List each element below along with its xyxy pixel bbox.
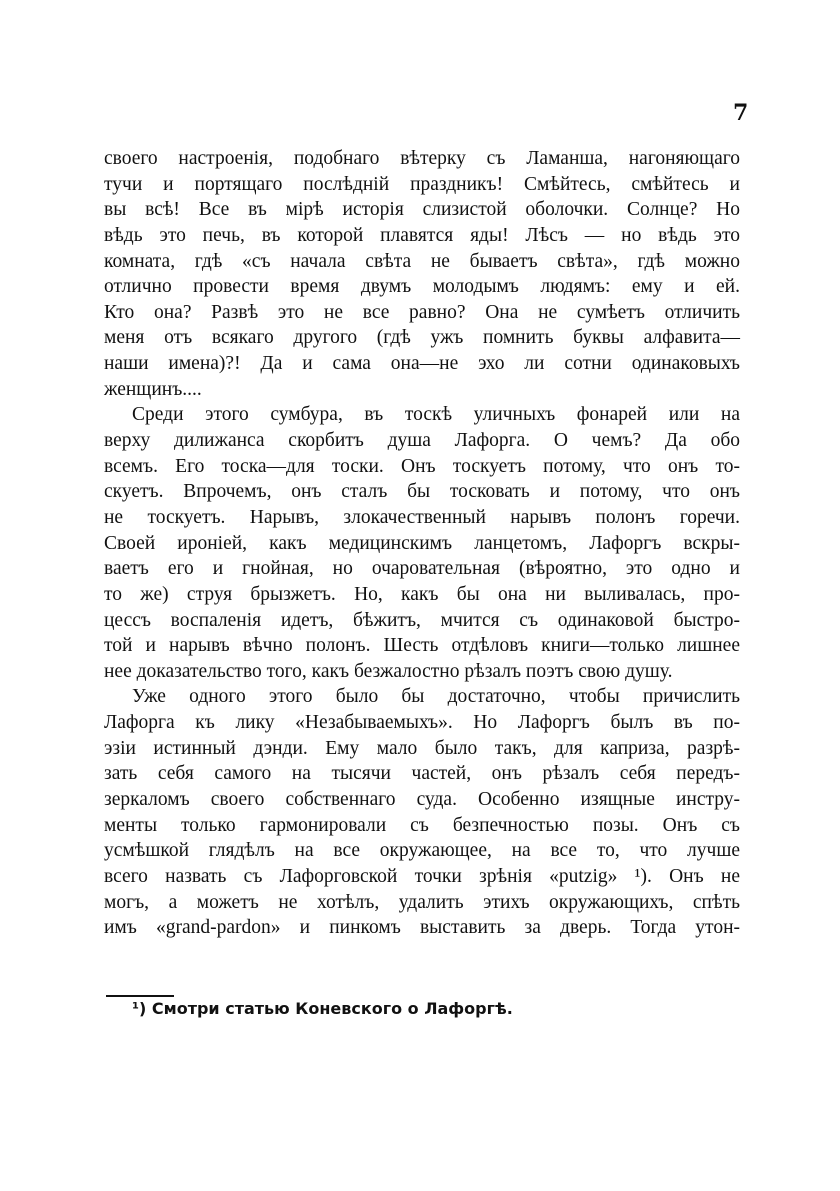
text-line: вѣдь это печь, въ которой плавятся яды! Лѣсъ — но вѣдь это bbox=[104, 224, 740, 246]
text-line: скуетъ. Впрочемъ, онъ сталъ бы тосковать и потому, что онъ bbox=[104, 481, 740, 503]
text-line: вы всѣ! Все въ мірѣ исторія слизистой оболочки. Солнце? Но bbox=[104, 199, 740, 221]
text-line: зать себя самого на тысячи частей, онъ рѣзалъ себя передъ- bbox=[104, 763, 740, 785]
text-line: то же) струя брызжетъ. Но, какъ бы она ни выливалась, про- bbox=[104, 583, 740, 605]
text-line: отлично провести время двумъ молодымъ людямъ: ему и ей. bbox=[104, 276, 740, 298]
text-line: своего настроенія, подобнаго вѣтерку съ Ламанша, нагоняющаго bbox=[104, 148, 740, 169]
text-line: Кто она? Развѣ это не все равно? Она не сумѣетъ отличить bbox=[104, 301, 740, 323]
text-line: имъ «grand-pardon» и пинкомъ выставить за дверь. Тогда утон- bbox=[104, 917, 740, 939]
text-line: всего назвать съ Лафорговской точки зрѣнія «putzig» ¹). Онъ не bbox=[104, 865, 740, 887]
text-line: эзіи истинный дэнди. Ему мало было такъ, для каприза, разрѣ- bbox=[104, 737, 740, 759]
page-number: 7 bbox=[733, 100, 749, 126]
text-line: нее доказательство того, какъ безжалостно рѣзалъ поэтъ свою душу. bbox=[104, 660, 673, 682]
text-line: тучи и портящаго послѣдній праздникъ! Смѣйтесь, смѣйтесь и bbox=[104, 173, 740, 195]
text-line: ваетъ его и гнойная, но очаровательная (вѣроятно, это одно и bbox=[104, 558, 740, 580]
text-line: зеркаломъ своего собственнаго суда. Особенно изящные инстру- bbox=[104, 789, 740, 811]
text-line: Уже одного этого было бы достаточно, чтобы причислить bbox=[132, 686, 740, 708]
text-line: Среди этого сумбура, въ тоскѣ уличныхъ фонарей или на bbox=[132, 404, 740, 426]
text-line: не тоскуетъ. Нарывъ, злокачественный нарывъ полонъ горечи. bbox=[104, 506, 740, 528]
text-line: всемъ. Его тоска—для тоски. Онъ тоскуетъ потому, что онъ то- bbox=[104, 455, 740, 477]
text-line: меня отъ всякаго другого (гдѣ ужъ помнить буквы алфавита— bbox=[104, 327, 740, 349]
text-line: наши имена)?! Да и сама она—не эхо ли сотни одинаковыхъ bbox=[104, 353, 740, 375]
text-line: усмѣшкой глядѣлъ на все окружающее, на все то, что лучше bbox=[104, 840, 740, 862]
text-line: Лафорга къ лику «Незабываемыхъ». Но Лафоргъ былъ въ по- bbox=[104, 712, 740, 734]
text-line: могъ, а можетъ не хотѣлъ, удалить этихъ окружающихъ, спѣть bbox=[104, 891, 740, 913]
footnote: ¹) Смотри статью Коневского о Лафоргѣ. bbox=[132, 999, 513, 1018]
text-line: комната, гдѣ «съ начала свѣта не бываетъ свѣта», гдѣ можно bbox=[104, 250, 740, 272]
text-line: женщинъ.... bbox=[104, 378, 202, 400]
text-line: той и нарывъ вѣчно полонъ. Шесть отдѣловъ книги—только лишнее bbox=[104, 635, 740, 657]
text-line: Своей ироніей, какъ медицинскимъ ланцетомъ, Лафоргъ вскры- bbox=[104, 532, 740, 554]
body-text bbox=[104, 146, 740, 941]
text-line: цессъ воспаленія идетъ, бѣжитъ, мчится съ одинаковой быстро- bbox=[104, 609, 740, 631]
text-line: менты только гармонировали съ безпечностью позы. Онъ съ bbox=[104, 814, 740, 836]
text-line: верху дилижанса скорбитъ душа Лафорга. О чемъ? Да обо bbox=[104, 430, 740, 452]
